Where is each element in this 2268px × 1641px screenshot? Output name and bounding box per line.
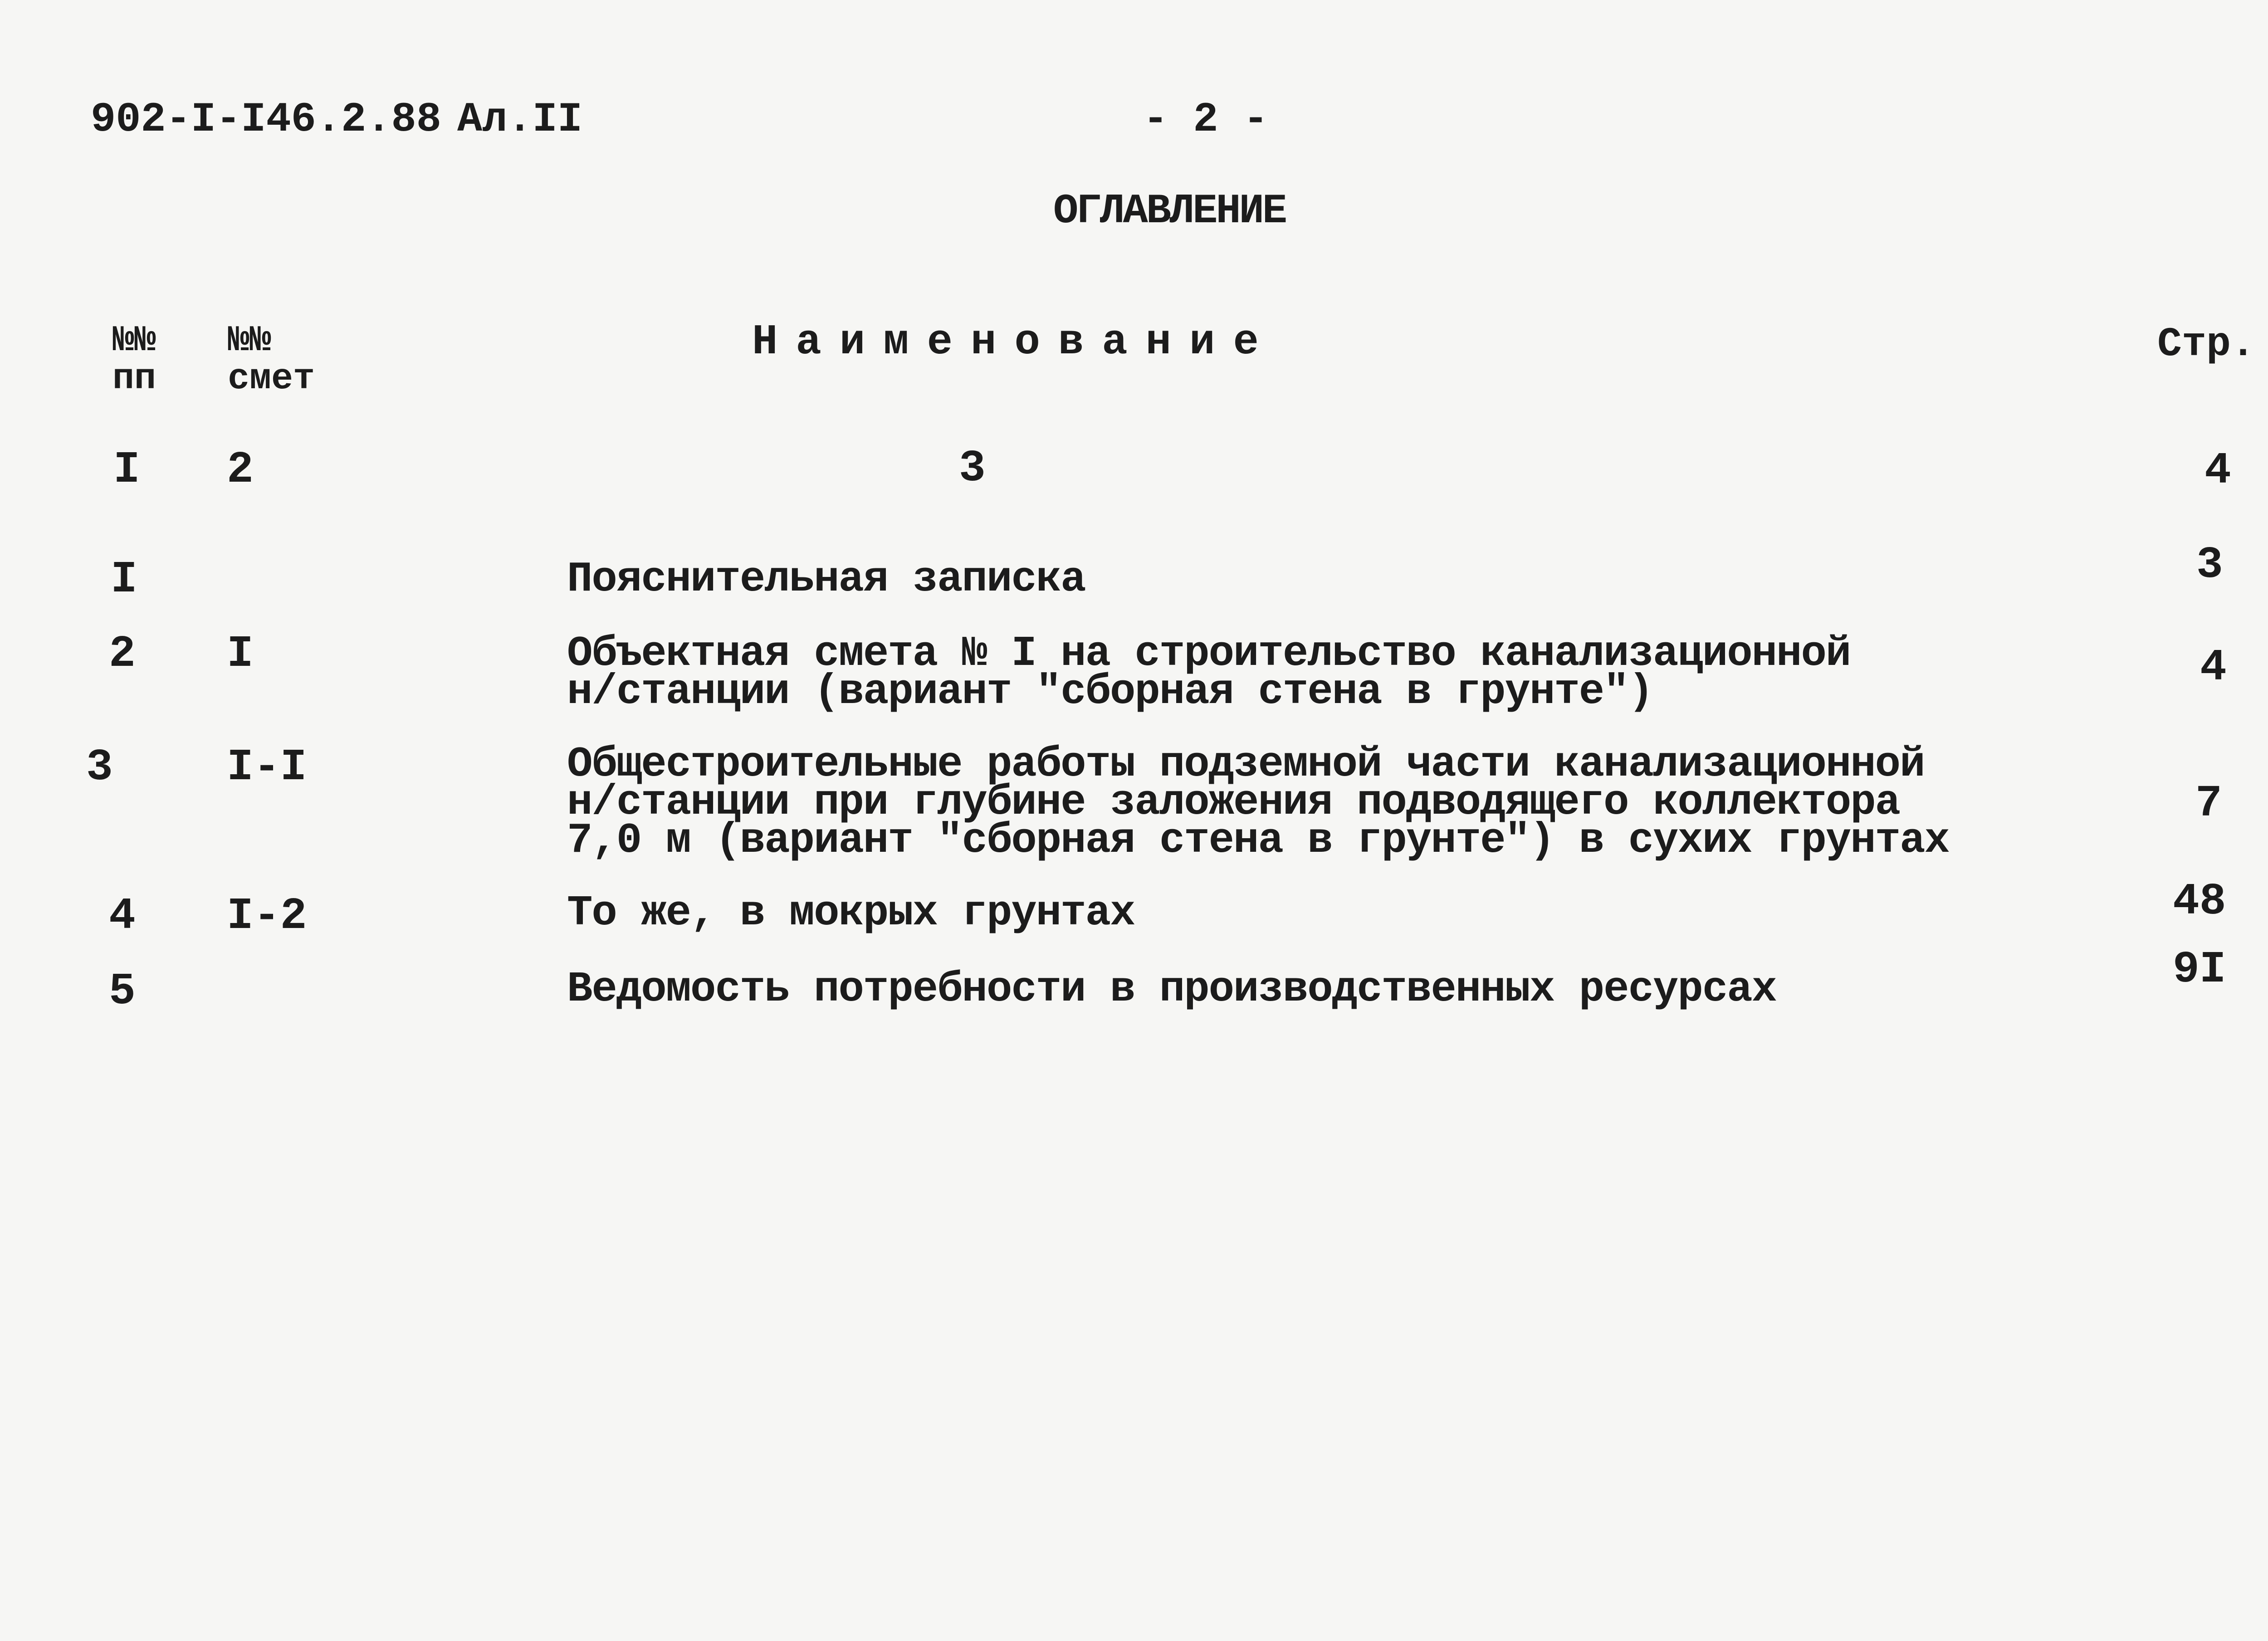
row-name-line: 7,0 м (вариант "сборная стена в грунте") в сухих грунтах xyxy=(567,817,1949,865)
column-number: 3 xyxy=(959,444,986,494)
row-estimate: I xyxy=(227,629,254,679)
page-number: - 2 - xyxy=(1143,96,1269,143)
row-num: 2 xyxy=(109,629,136,679)
row-name-line: Пояснительная записка xyxy=(567,556,1085,604)
row-page: 7 xyxy=(2195,779,2222,829)
col-header-num-line2: пп xyxy=(112,358,156,400)
row-name-line: Объектная смета № I на строительство канализационной xyxy=(567,630,1851,678)
row-page: 3 xyxy=(2196,540,2223,591)
column-number: 4 xyxy=(2204,446,2231,496)
row-num: 3 xyxy=(86,742,113,793)
row-num: 5 xyxy=(109,967,136,1017)
page-title: ОГЛАВЛЕНИЕ xyxy=(1053,187,1286,235)
row-page: 9I xyxy=(2173,945,2226,995)
row-name-line: То же, в мокрых грунтах xyxy=(567,889,1135,938)
row-page: 4 xyxy=(2200,643,2227,693)
column-number: I xyxy=(113,445,140,495)
col-header-page: Стр. xyxy=(2157,322,2256,368)
row-page: 48 xyxy=(2173,877,2226,927)
col-header-estimate-line2: смет xyxy=(228,358,315,400)
row-name-line: Ведомость потребности в производственных ресурсах xyxy=(567,966,1777,1014)
column-number: 2 xyxy=(227,445,254,495)
col-header-name: Наименование xyxy=(752,318,1277,366)
row-name-line: н/станции при глубине заложения подводящего коллектора xyxy=(567,779,1900,827)
row-estimate: I-2 xyxy=(227,891,307,942)
row-name-line: н/станции (вариант "сборная стена в грунте") xyxy=(567,668,1653,716)
document-code: 902-I-I46.2.88 xyxy=(91,96,441,143)
col-header-num-line1: №№ xyxy=(112,320,156,361)
sheet-label: Ал.II xyxy=(457,96,583,143)
row-estimate: I-I xyxy=(227,742,307,793)
row-name-line: Общестроительные работы подземной части канализационной xyxy=(567,741,1925,789)
col-header-estimate-line1: №№ xyxy=(228,320,272,361)
row-num: 4 xyxy=(109,891,136,942)
row-num: I xyxy=(111,555,137,605)
